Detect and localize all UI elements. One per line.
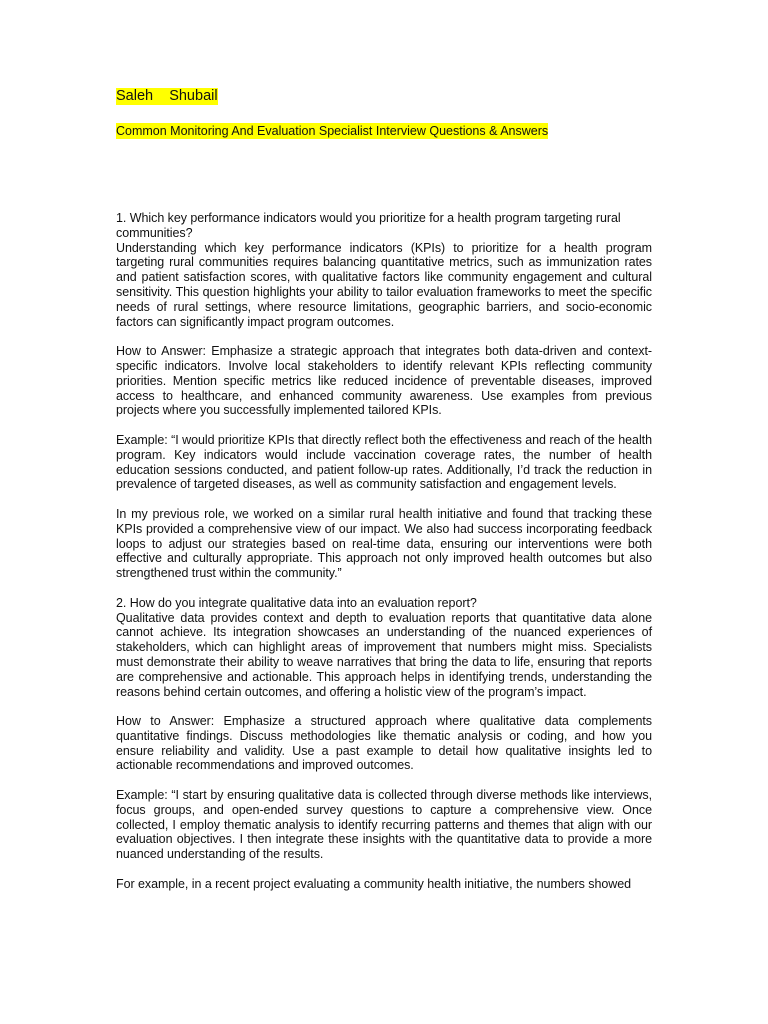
question-2-intro: Qualitative data provides context and depth to evaluation reports that quantitative data alone cannot achieve. Its integration showcases an understanding of the nuanced experiences of stakeholders, which can highlight areas of improvement that numbers might miss. Specialists must demonstrate their ability to weave narratives that bring the data to life, ensuring that reports are comprehensive and actionable. This approach helps in identifying trends, understanding the reasons behind certain outcomes, and offering a holistic view of the program’s impact. <box>116 610 652 699</box>
example-text: Example: “I would prioritize KPIs that directly reflect both the effectiveness and reach of the health program. Key indicators would include vaccination coverage rates, the number of health education sessions conducted, and patient follow-up rates. Additionally, I’d track the reduction in prevalence of targeted diseases, as well as community satisfaction and engagement levels. <box>116 432 652 492</box>
question-2-text: 2. How do you integrate qualitative data into an evaluation report? <box>116 595 477 610</box>
question-2-example-continued <box>116 877 652 892</box>
example-continued-text: For example, in a recent project evaluating a community health initiative, the numbers showed <box>116 876 632 891</box>
question-1-intro: Understanding which key performance indicators (KPIs) to prioritize for a health program targeting rural communities requires balancing quantitative metrics, such as immunization rates and patient satisfaction scores, with qualitative factors like community engagement and cultural sensitivity. This question highlights your ability to tailor evaluation frameworks to meet the specific needs of rural settings, where resource limitations, geographic barriers, and socio-economic factors can significantly impact program outcomes. <box>116 240 652 329</box>
how-to-answer-text: How to Answer: Emphasize a strategic approach that integrates both data-driven and context-specific indicators. Involve local stakeholders to identify relevant KPIs reflecting community priorities. Mention specific metrics like reduced incidence of preventable diseases, improved access to healthcare, and enhanced community awareness. Use examples from previous projects where you successfully implemented tailored KPIs. <box>116 344 652 418</box>
how-to-answer-text: How to Answer: Emphasize a structured approach where qualitative data complements quantitative findings. Discuss methodologies like thematic analysis or coding, and how you ensure reliability and validity. Use a past example to detail how qualitative insights led to actionable recommendations and improved outcomes. <box>116 714 652 773</box>
question-2-example <box>116 788 652 862</box>
example-text: Example: “I start by ensuring qualitative data is collected through diverse methods like interviews, focus groups, and open-ended survey questions to capture a comprehensive view. Once collected, I employ thematic analysis to identify recurring patterns and themes that align with our evaluation objectives. I then integrate these insights with the quantitative data to provide a more nuanced understanding of the results. <box>116 788 652 862</box>
question-2-how-to-answer <box>116 714 652 773</box>
question-1-example-continued <box>116 507 652 581</box>
question-1-text: 1. Which key performance indicators would you prioritize for a health program targeting rural communities? <box>116 211 621 240</box>
document-title: Common Monitoring And Evaluation Specialist Interview Questions & Answers <box>116 124 549 138</box>
question-1-example <box>116 433 652 492</box>
question-2-block <box>116 596 652 700</box>
document-body <box>116 211 652 906</box>
author-name: Saleh Shubail <box>116 88 218 104</box>
question-1-how-to-answer <box>116 344 652 418</box>
example-continued-text: In my previous role, we worked on a similar rural health initiative and found that tracking these KPIs provided a comprehensive view of our impact. We also had success incorporating feedback loops to adjust our strategies based on real-time data, ensuring our interventions were both effective and culturally appropriate. This approach not only improved health outcomes but also strengthened trust within the community.” <box>116 506 652 581</box>
question-1-block <box>116 211 652 329</box>
